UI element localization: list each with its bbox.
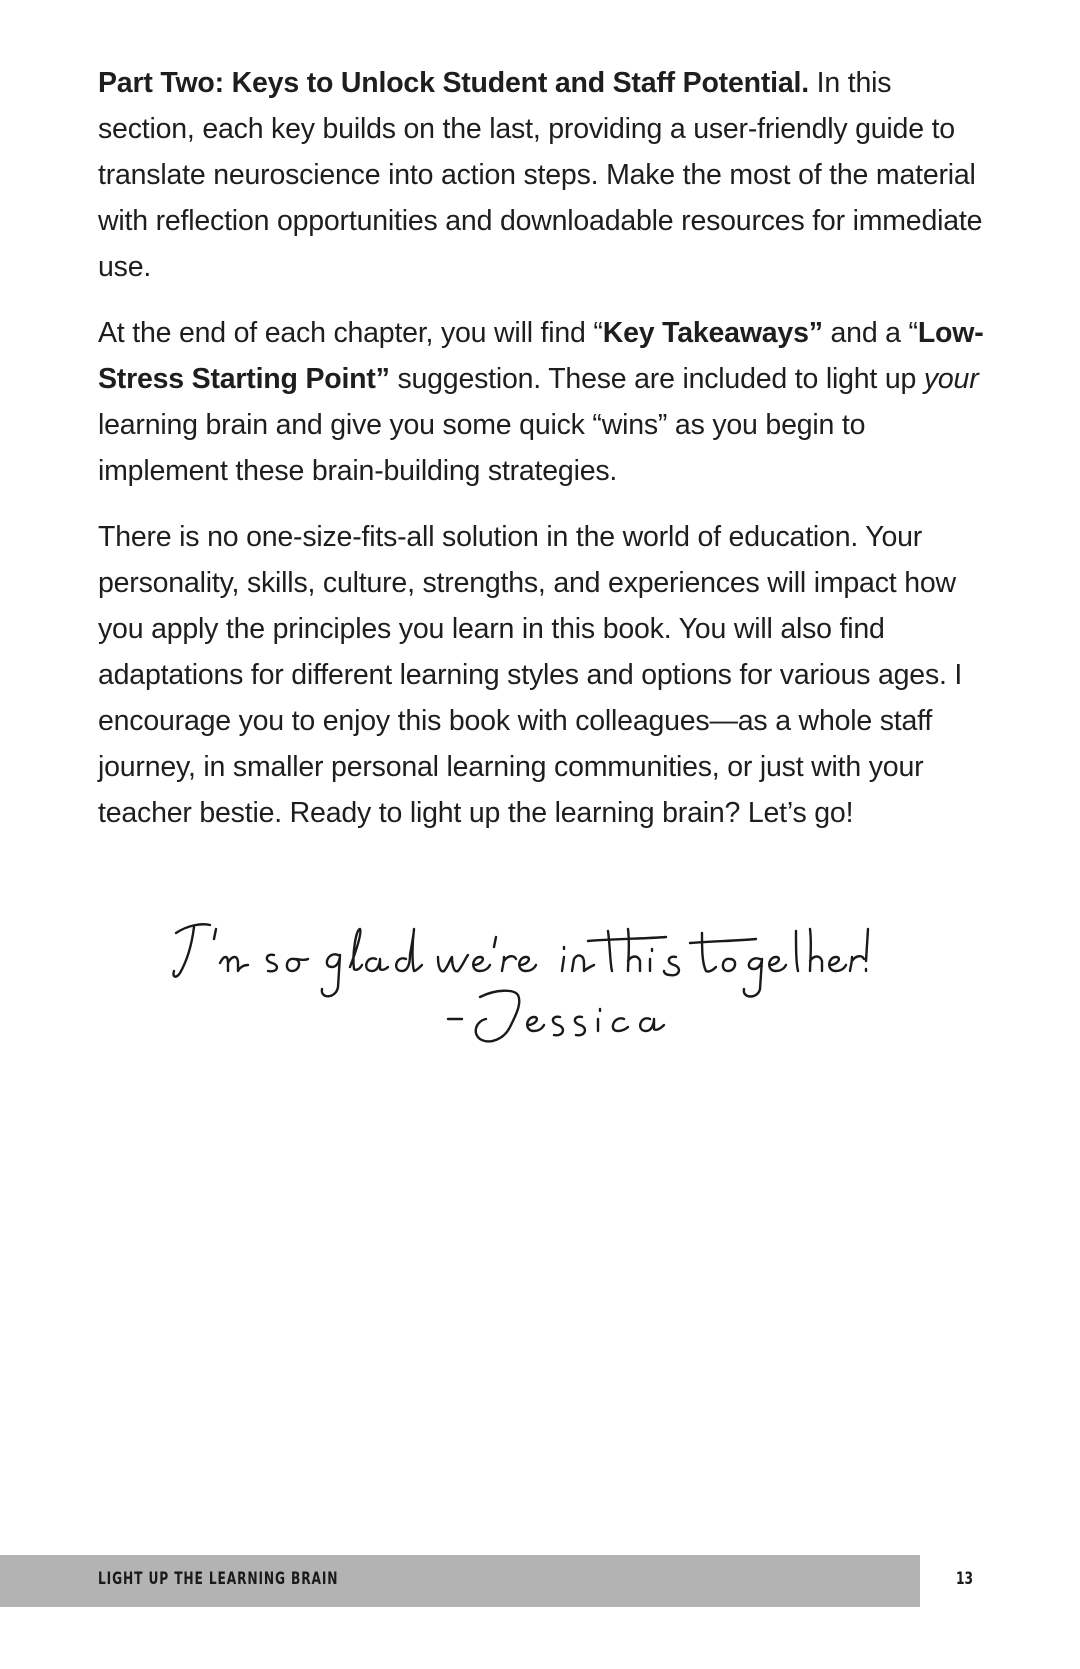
your-emphasis: your	[923, 363, 979, 395]
takeaways-text-2: and a “	[822, 317, 918, 349]
page-number: 13	[956, 1569, 974, 1589]
page-body	[98, 60, 988, 856]
takeaways-text-3: suggestion. These are included to light up	[389, 363, 924, 395]
paragraph-part-two	[98, 60, 988, 290]
handwritten-signature	[170, 915, 870, 1065]
part-two-text: In this section, each key builds on the last, providing a user-friendly guide to translate neuroscience into action steps. Make the most of the material with reflection opportunities and downloadable resources for immediate use.	[98, 67, 983, 283]
takeaways-text-4: learning brain and give you some quick “wins” as you begin to implement these brain-building strategies.	[98, 409, 866, 487]
low-stress-term: Low-Stress Starting Point”	[98, 317, 984, 395]
signature-drawing	[170, 915, 870, 1065]
paragraph-one-size	[98, 514, 988, 836]
one-size-text: There is no one-size-fits-all solution in the world of education. Your personality, skills, culture, strengths, and experiences will impact how you apply the principles you learn in this book. You will also find adaptations for different learning styles and options for various ages. I encourage you to enjoy this book with colleagues—as a whole staff journey, in smaller personal learning communities, or just with your teacher bestie. Ready to light up the learning brain? Let’s go!	[98, 521, 963, 829]
footer-book-title: LIGHT UP THE LEARNING BRAIN	[98, 1569, 339, 1589]
paragraph-key-takeaways	[98, 310, 988, 494]
part-two-heading: Part Two: Keys to Unlock Student and Staff Potential.	[98, 67, 809, 99]
key-takeaways-term: Key Takeaways”	[602, 317, 823, 349]
takeaways-text-1: At the end of each chapter, you will find “	[98, 317, 603, 349]
